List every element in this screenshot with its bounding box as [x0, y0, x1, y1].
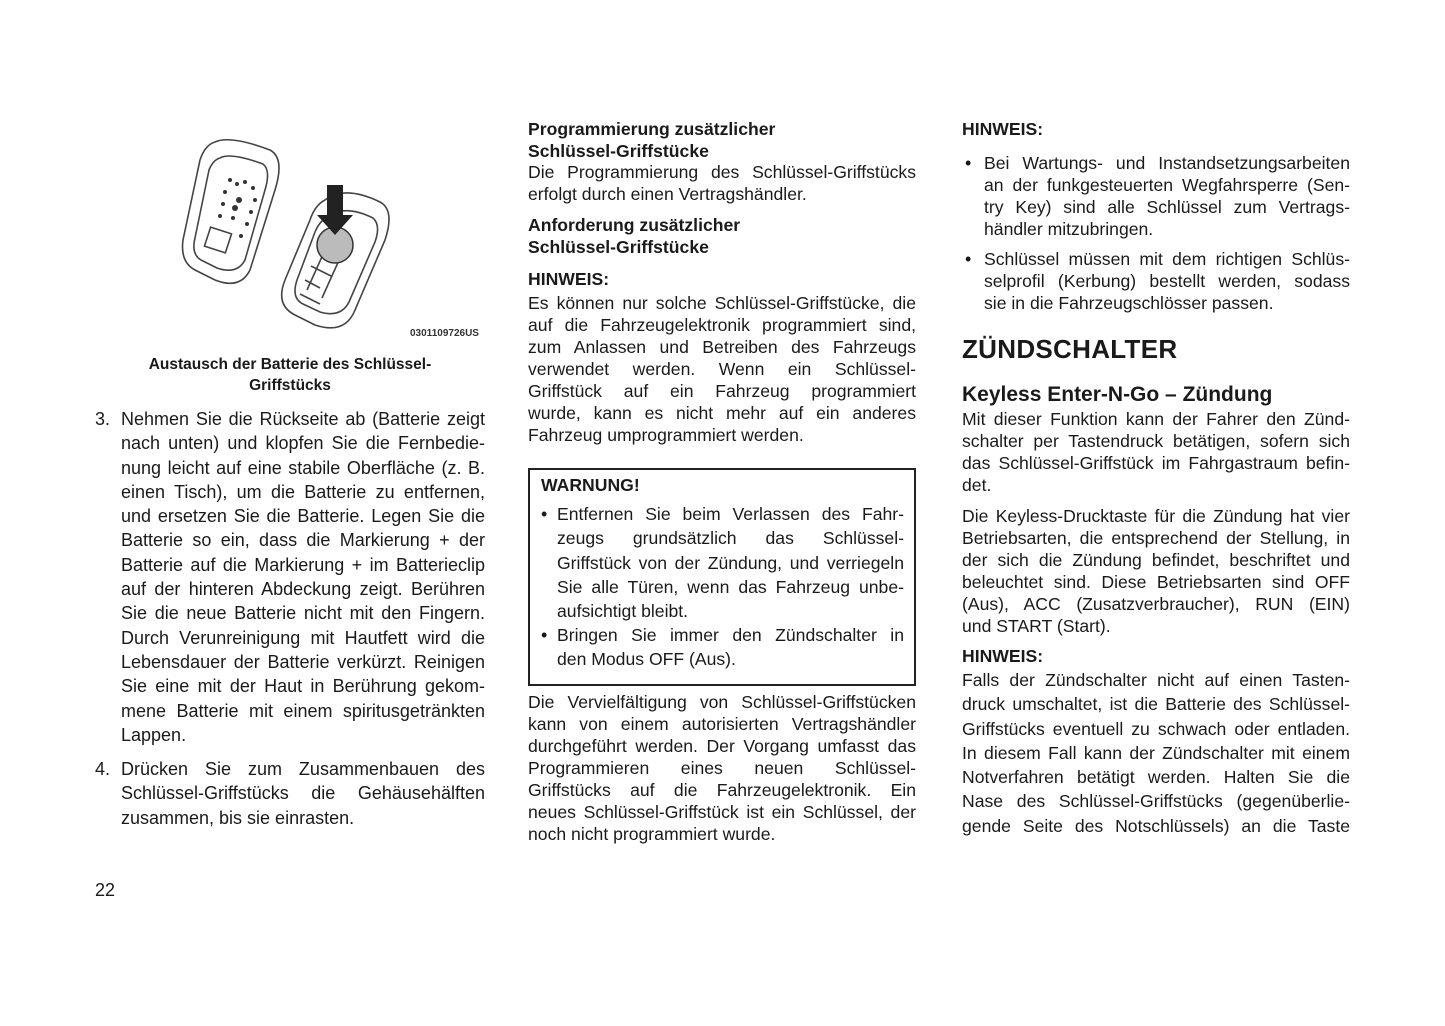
text-line: aufsichtigt bleibt.: [557, 601, 689, 622]
step-3-text: [121, 407, 485, 747]
text-line: In diesem Fall kann der Zündschalter mit einem: [962, 742, 1350, 763]
text-line: sie in die Fahrzeugschlösser passen.: [984, 293, 1274, 313]
text-line: Fahrzeug umprogrammiert werden.: [528, 425, 804, 445]
text-line: Programmierung zusätzlicher: [528, 119, 776, 139]
text-line: wurde, kann es nicht mehr auf ein anderes: [528, 403, 916, 423]
note-bullet-1: [984, 152, 1350, 240]
text-line: Drücken Sie zum Zusammenbauen des: [121, 759, 485, 779]
text-line: Mit dieser Funktion kann der Fahrer den Zünd-: [962, 409, 1350, 429]
text-line: beleuchtet sind. Diese Betriebsarten sind OFF: [962, 572, 1350, 592]
para-note: [528, 292, 916, 446]
warning-bullet-1: [557, 502, 904, 623]
text-line: try Key) sind alle Schlüssel zum Vertrags-: [984, 197, 1350, 217]
text-line: Griffstücks eventuell zu schwach oder entladen.: [962, 718, 1350, 739]
section-title: ZÜNDSCHALTER: [962, 334, 1178, 364]
figure-code: 0301109726US: [410, 328, 479, 339]
text-line: an der funkgesteuerten Wegfahrsperre (Sen-: [984, 175, 1350, 195]
text-line: Batterie so ein, dass die Markierung + der: [121, 530, 485, 551]
text-line: Falls der Zündschalter nicht auf einen Tasten-: [962, 670, 1350, 690]
caption-line: Austausch der Batterie des Schlüssel-: [148, 356, 432, 373]
text-line: Durch Verunreinigung mit Hautfett wird die: [121, 627, 485, 648]
text-line: zeugs grundsätzlich das Schlüssel-: [557, 528, 904, 549]
text-line: nung leicht auf eine stabile Oberfläche (z. B.: [121, 457, 485, 478]
text-line: und START (Start).: [962, 616, 1111, 636]
text-line: Sie alle Türen, wenn das Fahrzeug unbe-: [557, 576, 904, 597]
bullet-icon: •: [541, 504, 548, 524]
text-line: kann von einem autorisierten Vertragshändler: [528, 714, 916, 734]
warning-title: WARNUNG!: [541, 475, 640, 495]
text-line: Die Vervielfältigung von Schlüssel-Griffstücken: [528, 692, 916, 712]
text-line: mene Batterie mit einem spiritusgetränkten: [121, 700, 485, 721]
text-line: Die Keyless-Drucktaste für die Zündung hat vier: [962, 506, 1350, 526]
text-line: nach unten) und klopfen Sie die Fernbedie-: [121, 433, 485, 454]
text-line: zusammen, bis sie einrasten.: [121, 807, 355, 828]
text-line: Bringen Sie immer den Zündschalter in: [557, 625, 904, 645]
text-line: Batterie auf die Markierung + im Batterieclip: [121, 554, 485, 575]
text-line: Notverfahren betätigt werden. Halten Sie die: [962, 767, 1350, 788]
text-line: Die Programmierung des Schlüssel-Griffstücks: [528, 162, 916, 182]
text-line: auf der hinteren Abdeckung zeigt. Berühren: [121, 579, 485, 600]
bullet-icon: •: [541, 625, 548, 645]
text-line: Entfernen Sie beim Verlassen des Fahr-: [557, 504, 904, 524]
text-line: einen Tisch), um die Batterie zu entfernen,: [121, 481, 485, 502]
text-line: auf die Fahrzeugelektronik programmiert sind,: [528, 315, 916, 335]
para-emergency: [962, 668, 1350, 838]
bullet-icon: •: [965, 249, 972, 269]
text-line: Nehmen Sie die Rückseite ab (Batterie zeigt: [121, 409, 485, 429]
text-line: druck umschaltet, ist die Batterie des Schlüssel-: [962, 694, 1350, 715]
text-line: Griffstück auf ein Fahrzeug programmiert: [528, 381, 916, 401]
text-line: das Schlüssel-Griffstück im Fahrgastraum befin-: [962, 453, 1350, 473]
text-line: der sich die Zündung befindet, beschriftet und: [962, 550, 1350, 570]
note-label-text: HINWEIS:: [528, 269, 610, 289]
text-line: schalter per Tastendruck betätigen, sofern sich: [962, 431, 1350, 451]
text-line: und ersetzen Sie die Batterie. Legen Sie die: [121, 506, 485, 527]
text-line: Schlüssel müssen mit dem richtigen Schlüs-: [984, 249, 1350, 269]
text-line: Betriebsarten, die entsprechend der Stellung, in: [962, 528, 1350, 548]
text-line: Es können nur solche Schlüssel-Griffstücke, die: [528, 293, 916, 313]
step-number: 4.: [95, 759, 111, 779]
text-line: Schlüssel-Griffstücke: [528, 237, 709, 257]
caption-line: Griffstücks: [249, 377, 331, 394]
subsection-title: Keyless Enter-N-Go – Zündung: [962, 383, 1273, 406]
note-label: [528, 268, 609, 290]
text-line: selprofil (Kerbung) bestellt werden, sodass: [984, 271, 1350, 291]
note-label: HINWEIS:: [962, 646, 1044, 666]
text-line: Nase des Schlüssel-Griffstücks (gegenüberlie-: [962, 791, 1350, 812]
para-modes: [962, 505, 1350, 637]
para-keyless: [962, 408, 1350, 496]
text-line: neues Schlüssel-Griffstück ist ein Schlüssel, der: [528, 802, 916, 822]
text-line: Schlüssel-Griffstücks die Gehäusehälften: [121, 783, 485, 804]
heading-programming: [528, 118, 918, 162]
text-line: det.: [962, 475, 992, 495]
text-line: den Modus OFF (Aus).: [557, 649, 736, 670]
text-line: Sie die neue Batterie nicht mit den Fingern.: [121, 603, 485, 624]
text-line: (Aus), ACC (Zusatzverbraucher), RUN (EIN): [962, 594, 1350, 614]
key-fob-back-cover-illustration: [183, 140, 280, 284]
text-line: Anforderung zusätzlicher: [528, 215, 741, 235]
text-line: gende Seite des Notschlüssels) an die Taste: [962, 815, 1350, 836]
text-line: noch nicht programmiert wurde.: [528, 824, 776, 844]
key-fob-battery-figure: [175, 130, 495, 345]
text-line: händler mitzubringen.: [984, 219, 1154, 239]
bullet-icon: •: [965, 153, 972, 173]
page-number: 22: [95, 880, 116, 900]
step-number: 3.: [95, 409, 111, 429]
text-line: Programmieren eines neuen Schlüssel-: [528, 758, 916, 778]
dots-pattern: [218, 178, 257, 238]
text-line: Griffstück von der Zündung, und verriegeln: [557, 552, 904, 573]
figure-caption: [95, 354, 485, 396]
text-line: Schlüssel-Griffstücke: [528, 141, 709, 161]
text-line: erfolgt durch einen Vertragshändler.: [528, 184, 807, 204]
text-line: Lappen.: [121, 724, 187, 745]
warning-bullet-2: [557, 623, 904, 672]
text-line: Sie eine mit der Haut in Berührung gekom-: [121, 676, 485, 697]
text-line: verwendet werden. Wenn ein Schlüssel-: [528, 359, 916, 379]
step-4-text: [121, 757, 485, 830]
note-label: HINWEIS:: [962, 119, 1044, 139]
heading-request: [528, 214, 918, 258]
text-line: Lebensdauer der Batterie verkürzt. Reinigen: [121, 651, 485, 672]
text-line: durchgeführt werden. Der Vorgang umfasst das: [528, 736, 916, 756]
text-line: Bei Wartungs- und Instandsetzungsarbeiten: [984, 153, 1350, 173]
para-programming: [528, 161, 916, 205]
note-bullet-2: [984, 248, 1350, 314]
text-line: Griffstücks auf die Fahrzeugelektronik. Ein: [528, 780, 916, 800]
text-line: zum Anlassen und Betreiben des Fahrzeugs: [528, 337, 916, 357]
para-duplication: [528, 691, 916, 845]
